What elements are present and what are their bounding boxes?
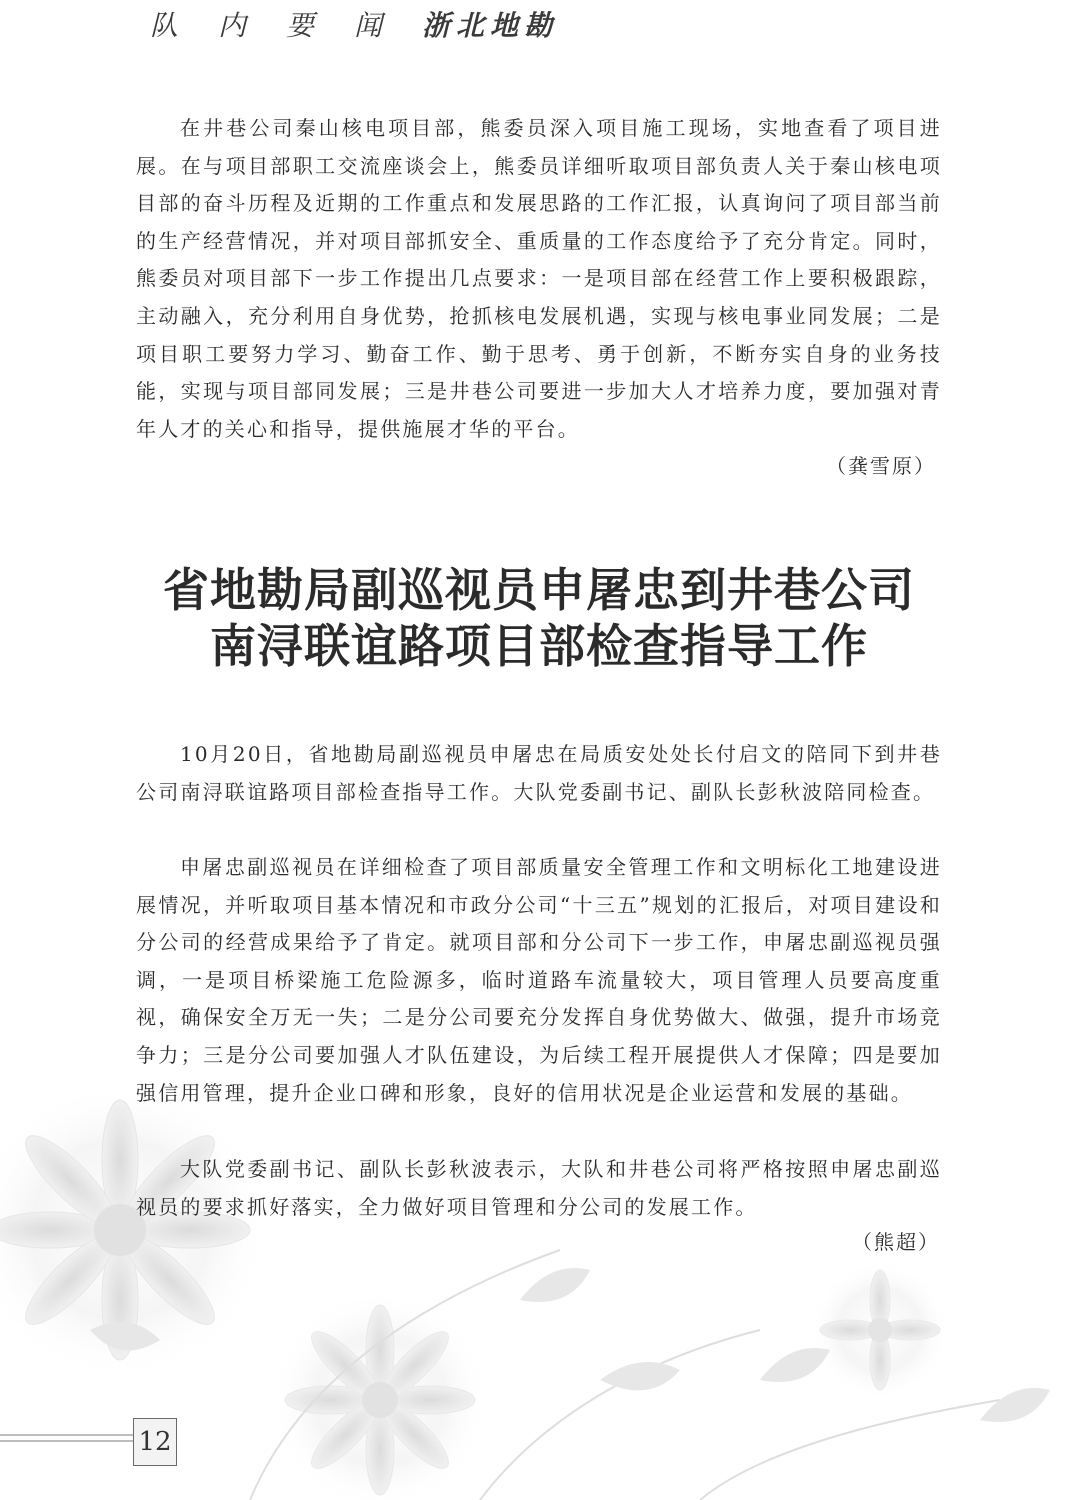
article1-paragraph: 在井巷公司秦山核电项目部，熊委员深入项目施工现场，实地查看了项目进展。在与项目部职工交流座谈会上，熊委员详细听取项目部负责人关于秦山核电项目部的奋斗历程及近期的工作重点和发展思路的工作汇报，认真询问了项目部当前的生产经营情况，并对项目部抓安全、重质量的工作态度给予了充分肯定。同时，熊委员对项目部下一步工作提出几点要求：一是项目部在经营工作上要积极跟踪，主动融入，充分利用自身优势，抢抓核电发展机遇，实现与核电事业同发展；二是项目职工要努力学习、勤奋工作、勤于思考、勇于创新，不断夯实自身的业务技能，实现与项目部同发展；三是井巷公司要进一步加大人才培养力度，要加强对青年人才的关心和指导，提供施展才华的平台。 — [136, 116, 942, 441]
running-header — [150, 4, 558, 44]
article2-author: （熊超） — [852, 1230, 940, 1254]
header-brand-label: 浙北地勘 — [422, 9, 559, 42]
page-number-rule-2 — [0, 1440, 133, 1442]
page-number-rule — [0, 1434, 133, 1436]
article2-title-line1: 省地勘局副巡视员申屠忠到井巷公司 — [163, 563, 915, 617]
article1-author: （龚雪原） — [826, 454, 936, 478]
article2-paragraph-1: 10月20日，省地勘局副巡视员申屠忠在局质安处处长付启文的陪同下到井巷公司南浔联谊路项目部检查指导工作。大队党委副书记、副队长彭秋波陪同检查。 — [136, 742, 942, 804]
article2-title — [136, 562, 942, 674]
page-number: 12 — [133, 1418, 177, 1466]
header-section-label: 队内要闻 — [150, 9, 423, 42]
article2-paragraph-2: 申屠忠副巡视员在详细检查了项目部质量安全管理工作和文明标化工地建设进展情况，并听取项目基本情况和市政分公司“十三五”规划的汇报后，对项目建设和分公司的经营成果给予了肯定。就项目部和分公司下一步工作，申屠忠副巡视员强调，一是项目桥梁施工危险源多，临时道路车流量较大，项目管理人员要高度重视，确保安全万无一失；二是分公司要充分发挥自身优势做大、做强，提升市场竞争力；三是分公司要加强人才队伍建设，为后续工程开展提供人才保障；四是要加强信用管理，提升企业口碑和形象，良好的信用状况是企业运营和发展的基础。 — [136, 855, 942, 1105]
article2-title-line2: 南浔联谊路项目部检查指导工作 — [210, 619, 868, 673]
article2-paragraph-3: 大队党委副书记、副队长彭秋波表示，大队和井巷公司将严格按照申屠忠副巡视员的要求抓好落实，全力做好项目管理和分公司的发展工作。 — [136, 1157, 942, 1219]
